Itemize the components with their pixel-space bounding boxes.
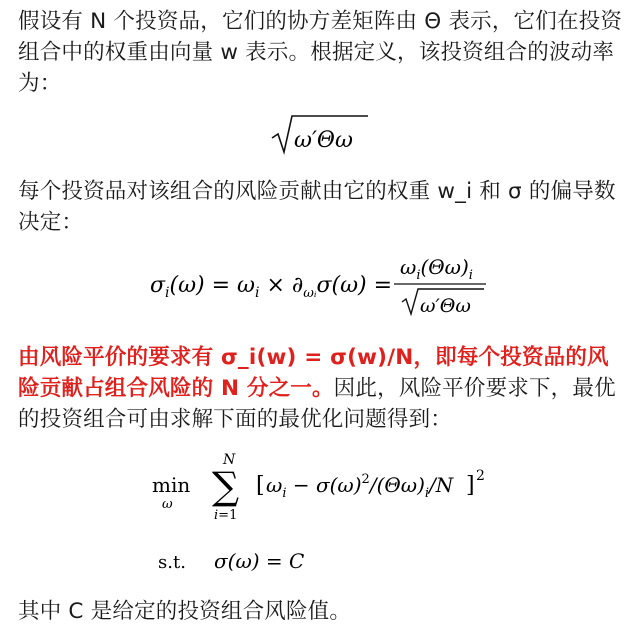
paragraph-intro-text: 假设有 N 个投资品，它们的协方差矩阵由 Θ 表示，它们在投资组合中的权重由向量 w 表示。根据定义，该投资组合的波动率为： [18,9,623,96]
paragraph-intro [18,6,624,99]
svg-text:ω: ω [162,497,173,512]
svg-text:σi(ω) = ωi × ∂ωᵢσ(ω) =: $\sigma_i(\omega) = \omega_i \times \partial_{\omega ᵢ}\sigma(\omega)$ = [150,273,393,301]
svg-text:∑: ∑ [212,464,240,508]
svg-text:σ(ω) = C: σ(ω) = C [214,549,305,573]
svg-text:]: ] [466,473,475,498]
svg-text:min: min [152,473,191,497]
svg-text:ωi(Θω)i: $\omega_i(\Theta\omega)_i$ [400,255,473,283]
paragraph-risk-contribution [18,176,624,238]
svg-text:ω′Θω: ω′Θω [420,295,471,317]
equation-optimization [150,444,500,588]
svg-text:[: [ [256,473,265,498]
paragraph-conclusion-text: 其中 C 是给定的投资组合风险值。 [18,599,352,624]
svg-text:i=1: i=1 [214,508,238,523]
svg-text:N: N [223,452,236,468]
svg-text:ωi − σ(ω)2/(Θω)i/N: $\omega_i - \sigma(\omega)^2/(\Theta\omega)_i/N$ [266,472,454,501]
svg-text:s.t.: s.t. [158,552,186,573]
paragraph-risk-parity [18,342,624,435]
svg-text:ω′Θω: ω′Θω [294,128,353,153]
paragraph-risk-contribution-text: 每个投资品对该组合的风险贡献由它的权重 w_i 和 σ 的偏导数决定： [18,179,616,235]
paragraph-conclusion [18,596,624,627]
equation-volatility [270,112,370,162]
svg-text:2: 2 [476,468,485,484]
paragraph-risk-parity-text: 因此，风险平价要求下，最优的投资组合可由求解下面的最优化问题得到： [18,376,616,432]
equation-risk-contribution [150,250,500,322]
paragraph-risk-parity-highlight: 由风险平价的要求有 σ_i(w) = σ(w)/N，即每个投资品的风险贡献占组合风险的 N 分之一。 [18,345,609,401]
